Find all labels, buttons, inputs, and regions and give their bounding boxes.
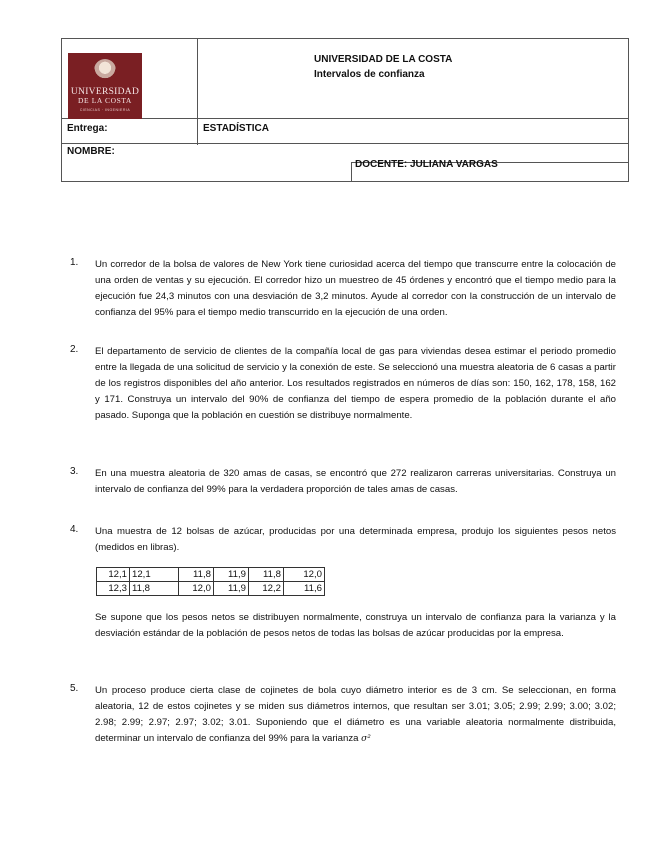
crest-icon: [94, 59, 116, 81]
problem-text: En una muestra aleatoria de 320 amas de casas, se encontró que 272 realizaron carreras universitarias. Construya un intervalo de confianza del 99% para la verdadera proporción de tales amas de casas.: [95, 468, 616, 495]
problem-number: 3.: [70, 466, 79, 477]
problem-text: Un corredor de la bolsa de valores de New York tiene curiosidad acerca del tiempo que transcurre entre la colocación de una orden de ventas y su ejecución. El corredor hizo un muestreo de 45 órdenes y encontró que el tiempo medio para la ejecución fue 24,3 minutos con una desviación de 3,2 minutos. Ayude al corredor con la construcción de un intervalo de confianza del 95% para el tiempo medio transcurrido en la ejecución de una orden.: [95, 259, 616, 318]
table-cell: 11,8: [249, 568, 284, 582]
problem-number: 5.: [70, 683, 79, 694]
nombre-label: NOMBRE:: [67, 146, 115, 157]
problem-text-body: Un proceso produce cierta clase de cojinetes de bola cuyo diámetro interior es de 3 cm. Se seleccionan, en forma aleatoria, 12 de estos cojinetes y se miden sus diámetros internos, que resultan ser 3.01; 3.05; 2.99; 2.99; 3.00; 3.02; 2.98; 2.99; 2.97; 2.97; 3.02; 3.01. Suponiendo que el diámetro es una variable aleatoria normalmente distribuida, determinar un intervalo de confianza del 99% para la varianza: [95, 685, 616, 744]
university-name: UNIVERSIDAD DE LA COSTA: [314, 54, 453, 65]
table-cell: 11,9: [214, 582, 249, 596]
table-cell: 11,8: [179, 568, 214, 582]
table-cell: 12,0: [284, 568, 325, 582]
table-cell: 12,0: [179, 582, 214, 596]
table-cell: 12,1: [130, 568, 179, 582]
entrega-label: Entrega:: [67, 123, 108, 134]
logo-text: CIENCIAS · INGENIERIA: [79, 108, 131, 112]
weights-table: [96, 567, 325, 596]
divider: [351, 162, 352, 182]
table-cell: 11,9: [214, 568, 249, 582]
docente-label: DOCENTE: JULIANA VARGAS: [355, 159, 498, 170]
problem-text: El departamento de servicio de clientes de la compañía local de gas para viviendas desea estimar el periodo promedio entre la llegada de una solicitud de servicio y la conexión de este. Se seleccionó una muestra aleatoria de 6 casas a partir de los registros disponibles del año anterior. Los resultados registrados en números de días son: 150, 162, 178, 158, 162 y 171. Construya un intervalo del 90% de confianza del tiempo de espera promedio de la población durante el año pasado. Suponga que la población en cuestión se distribuye normalmente.: [95, 346, 616, 421]
problem-number: 2.: [70, 344, 79, 355]
sigma-squared-symbol: σ²: [361, 734, 371, 744]
header-table: [61, 38, 629, 182]
subject-label: ESTADÍSTICA: [203, 123, 269, 134]
problem-text-continued: Se supone que los pesos netos se distribuyen normalmente, construya un intervalo de confianza para la varianza y la desviación estándar de la población de pesos netos de todas las bolsas de azúcar producidas por la empresa.: [95, 612, 616, 639]
university-logo: [68, 53, 142, 119]
table-cell: 12,3: [97, 582, 130, 596]
divider: [62, 143, 628, 144]
problem-text: [95, 683, 616, 747]
document-subtitle: Intervalos de confianza: [314, 69, 425, 80]
problem-number: 1.: [70, 257, 79, 268]
problem-text: Una muestra de 12 bolsas de azúcar, producidas por una determinada empresa, produjo los siguientes pesos netos (medidos en libras).: [95, 526, 616, 553]
table-cell: 11,6: [284, 582, 325, 596]
logo-text: UNIVERSIDAD: [70, 87, 140, 97]
logo-text: DE LA COSTA: [78, 96, 132, 105]
table-cell: 11,8: [130, 582, 179, 596]
divider: [197, 39, 198, 145]
table-cell: 12,2: [249, 582, 284, 596]
divider: [62, 118, 628, 119]
problem-number: 4.: [70, 524, 79, 535]
table-cell: 12,1: [97, 568, 130, 582]
table-row: [97, 582, 325, 596]
table-row: [97, 568, 325, 582]
